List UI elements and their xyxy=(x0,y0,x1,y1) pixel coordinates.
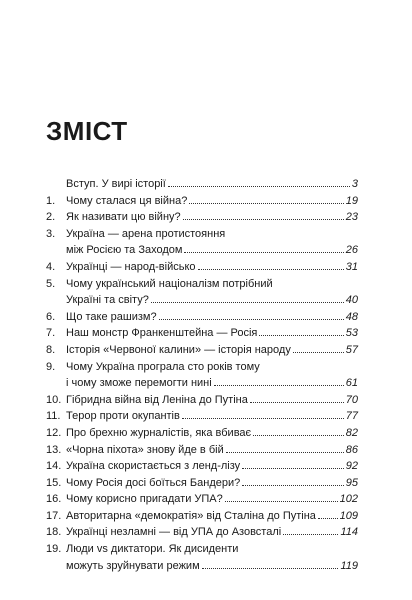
toc-entry-number: 2. xyxy=(46,211,56,224)
dot-leader xyxy=(168,177,350,187)
toc-page-number: 95 xyxy=(345,476,358,489)
toc-entry-title: Як називати цю війну? xyxy=(66,211,181,224)
toc-entry-title: Українці незламні — від УПА до Азовсталі xyxy=(66,526,282,539)
dot-leader xyxy=(182,409,344,419)
toc-page-number: 19 xyxy=(345,194,358,207)
toc-page-number: 57 xyxy=(345,343,358,356)
toc-entry-title: «Чорна піхота» знову йде в бій xyxy=(66,443,224,456)
toc-entry-title: Історія «Червоної калини» — історія народу xyxy=(66,343,291,356)
dot-leader xyxy=(184,243,343,253)
toc-entry xyxy=(46,442,358,459)
dot-leader xyxy=(250,393,344,403)
toc-entry-number: 9. xyxy=(46,360,56,373)
toc-entry-number: 8. xyxy=(46,343,56,356)
dot-leader xyxy=(198,260,344,270)
toc-entry-title: Гібридна війна від Леніна до Путіна xyxy=(66,393,248,406)
toc-entry xyxy=(46,425,358,442)
toc-page-number: 53 xyxy=(345,327,358,340)
toc-entry-title: Україна скористається з ленд-лізу xyxy=(66,460,241,473)
table-of-contents xyxy=(46,176,358,574)
toc-entry xyxy=(46,209,358,226)
toc-entry-title: Україні та світу? xyxy=(66,294,149,307)
toc-page-number: 109 xyxy=(339,509,358,522)
toc-entry-number xyxy=(46,176,66,193)
toc-entry-title: Що таке рашизм? xyxy=(66,310,157,323)
toc-entry-title: Чому український націоналізм потрібний xyxy=(66,277,273,290)
dot-leader xyxy=(159,310,344,320)
toc-entry-number: 1. xyxy=(46,194,56,207)
toc-entry xyxy=(46,508,358,525)
toc-entry-title: Авторитарна «демократія» від Сталіна до Путіна xyxy=(66,509,316,522)
toc-entry-number: 11. xyxy=(46,410,61,423)
toc-page-number: 3 xyxy=(351,178,358,190)
toc-entry-number: 12. xyxy=(46,426,62,439)
dot-leader xyxy=(226,443,344,453)
toc-entry-title: можуть зруйнувати режим xyxy=(66,559,200,572)
dot-leader xyxy=(151,293,344,303)
toc-entry-title: між Росією та Заходом xyxy=(66,244,183,257)
dot-leader xyxy=(183,210,344,220)
toc-entry-title: Люди vs диктатори. Як дисиденти xyxy=(66,543,239,556)
toc-page-number: 77 xyxy=(345,410,358,423)
dot-leader xyxy=(202,559,339,569)
dot-leader xyxy=(259,326,343,336)
toc-entry-title: Чому сталася ця війна? xyxy=(66,194,188,207)
toc-page-number: 82 xyxy=(345,426,358,439)
dot-leader xyxy=(225,492,338,502)
dot-leader xyxy=(283,525,338,535)
toc-entry xyxy=(46,458,358,475)
toc-entry-number: 5. xyxy=(46,277,56,290)
dot-leader xyxy=(214,376,344,386)
toc-entry-number: 3. xyxy=(46,227,56,240)
toc-entry xyxy=(46,392,358,409)
toc-entry-title: і чому зможе перемогти нині xyxy=(66,377,212,390)
toc-entry-title: Чому Україна програла сто років тому xyxy=(66,360,260,373)
toc-page-number: 119 xyxy=(340,559,358,572)
toc-entry-title: Україна — арена протистояння xyxy=(66,227,226,240)
toc-page-number: 23 xyxy=(345,211,358,224)
toc-entry-title: Українці — народ-військо xyxy=(66,260,196,273)
dot-leader xyxy=(189,194,343,204)
toc-entry-number: 15. xyxy=(46,476,62,489)
toc-entry xyxy=(46,226,358,259)
toc-entry xyxy=(46,276,358,309)
toc-entry xyxy=(46,309,358,326)
toc-entry xyxy=(46,475,358,492)
toc-entry-number: 10. xyxy=(46,393,62,406)
toc-page-number: 70 xyxy=(345,393,358,406)
toc-entry-number: 17. xyxy=(46,509,62,522)
dot-leader xyxy=(293,343,344,353)
toc-entry-title: Про брехню журналістів, яка вбиває xyxy=(66,426,252,439)
toc-entry-number: 13. xyxy=(46,443,62,456)
dot-leader xyxy=(318,509,338,519)
toc-page-number: 40 xyxy=(345,294,358,307)
toc-entry xyxy=(46,259,358,276)
toc-entry-number: 14. xyxy=(46,460,62,473)
toc-entry-number: 6. xyxy=(46,310,56,323)
toc-page-number: 61 xyxy=(345,377,358,390)
toc-entry xyxy=(46,359,358,392)
toc-entry xyxy=(46,491,358,508)
toc-entry-title: Терор проти окупантів xyxy=(66,410,180,423)
toc-entry xyxy=(46,408,358,425)
toc-entry-number: 18. xyxy=(46,526,62,539)
toc-entry-title: Чому Росія досі боїться Бандери? xyxy=(66,476,241,489)
toc-page-number: 92 xyxy=(345,460,358,473)
toc-entry-title: Чому корисно пригадати УПА? xyxy=(66,493,223,506)
toc-entry-number: 19. xyxy=(46,543,62,556)
toc-entry xyxy=(46,541,358,574)
toc-entry-title: Вступ. У вирі історії xyxy=(66,178,166,190)
dot-leader xyxy=(242,459,344,469)
toc-entry-number: 4. xyxy=(46,260,56,273)
toc-page-number: 48 xyxy=(345,310,358,323)
toc-entry xyxy=(46,342,358,359)
page-title: ЗМІСТ xyxy=(46,116,128,146)
toc-page-number: 86 xyxy=(345,443,358,456)
toc-page-number: 102 xyxy=(339,493,358,506)
toc-entry-number: 7. xyxy=(46,327,56,340)
toc-entry xyxy=(46,524,358,541)
toc-entry xyxy=(46,193,358,210)
toc-entry-number: 16. xyxy=(46,493,62,506)
dot-leader xyxy=(253,426,344,436)
toc-page-number: 114 xyxy=(340,526,358,539)
toc-page-number: 31 xyxy=(345,260,358,273)
toc-entry-title: Наш монстр Франкенштейна — Росія xyxy=(66,327,258,340)
dot-leader xyxy=(242,476,344,486)
toc-page-number: 26 xyxy=(345,244,358,257)
toc-entry xyxy=(46,325,358,342)
toc-entry xyxy=(46,176,358,193)
